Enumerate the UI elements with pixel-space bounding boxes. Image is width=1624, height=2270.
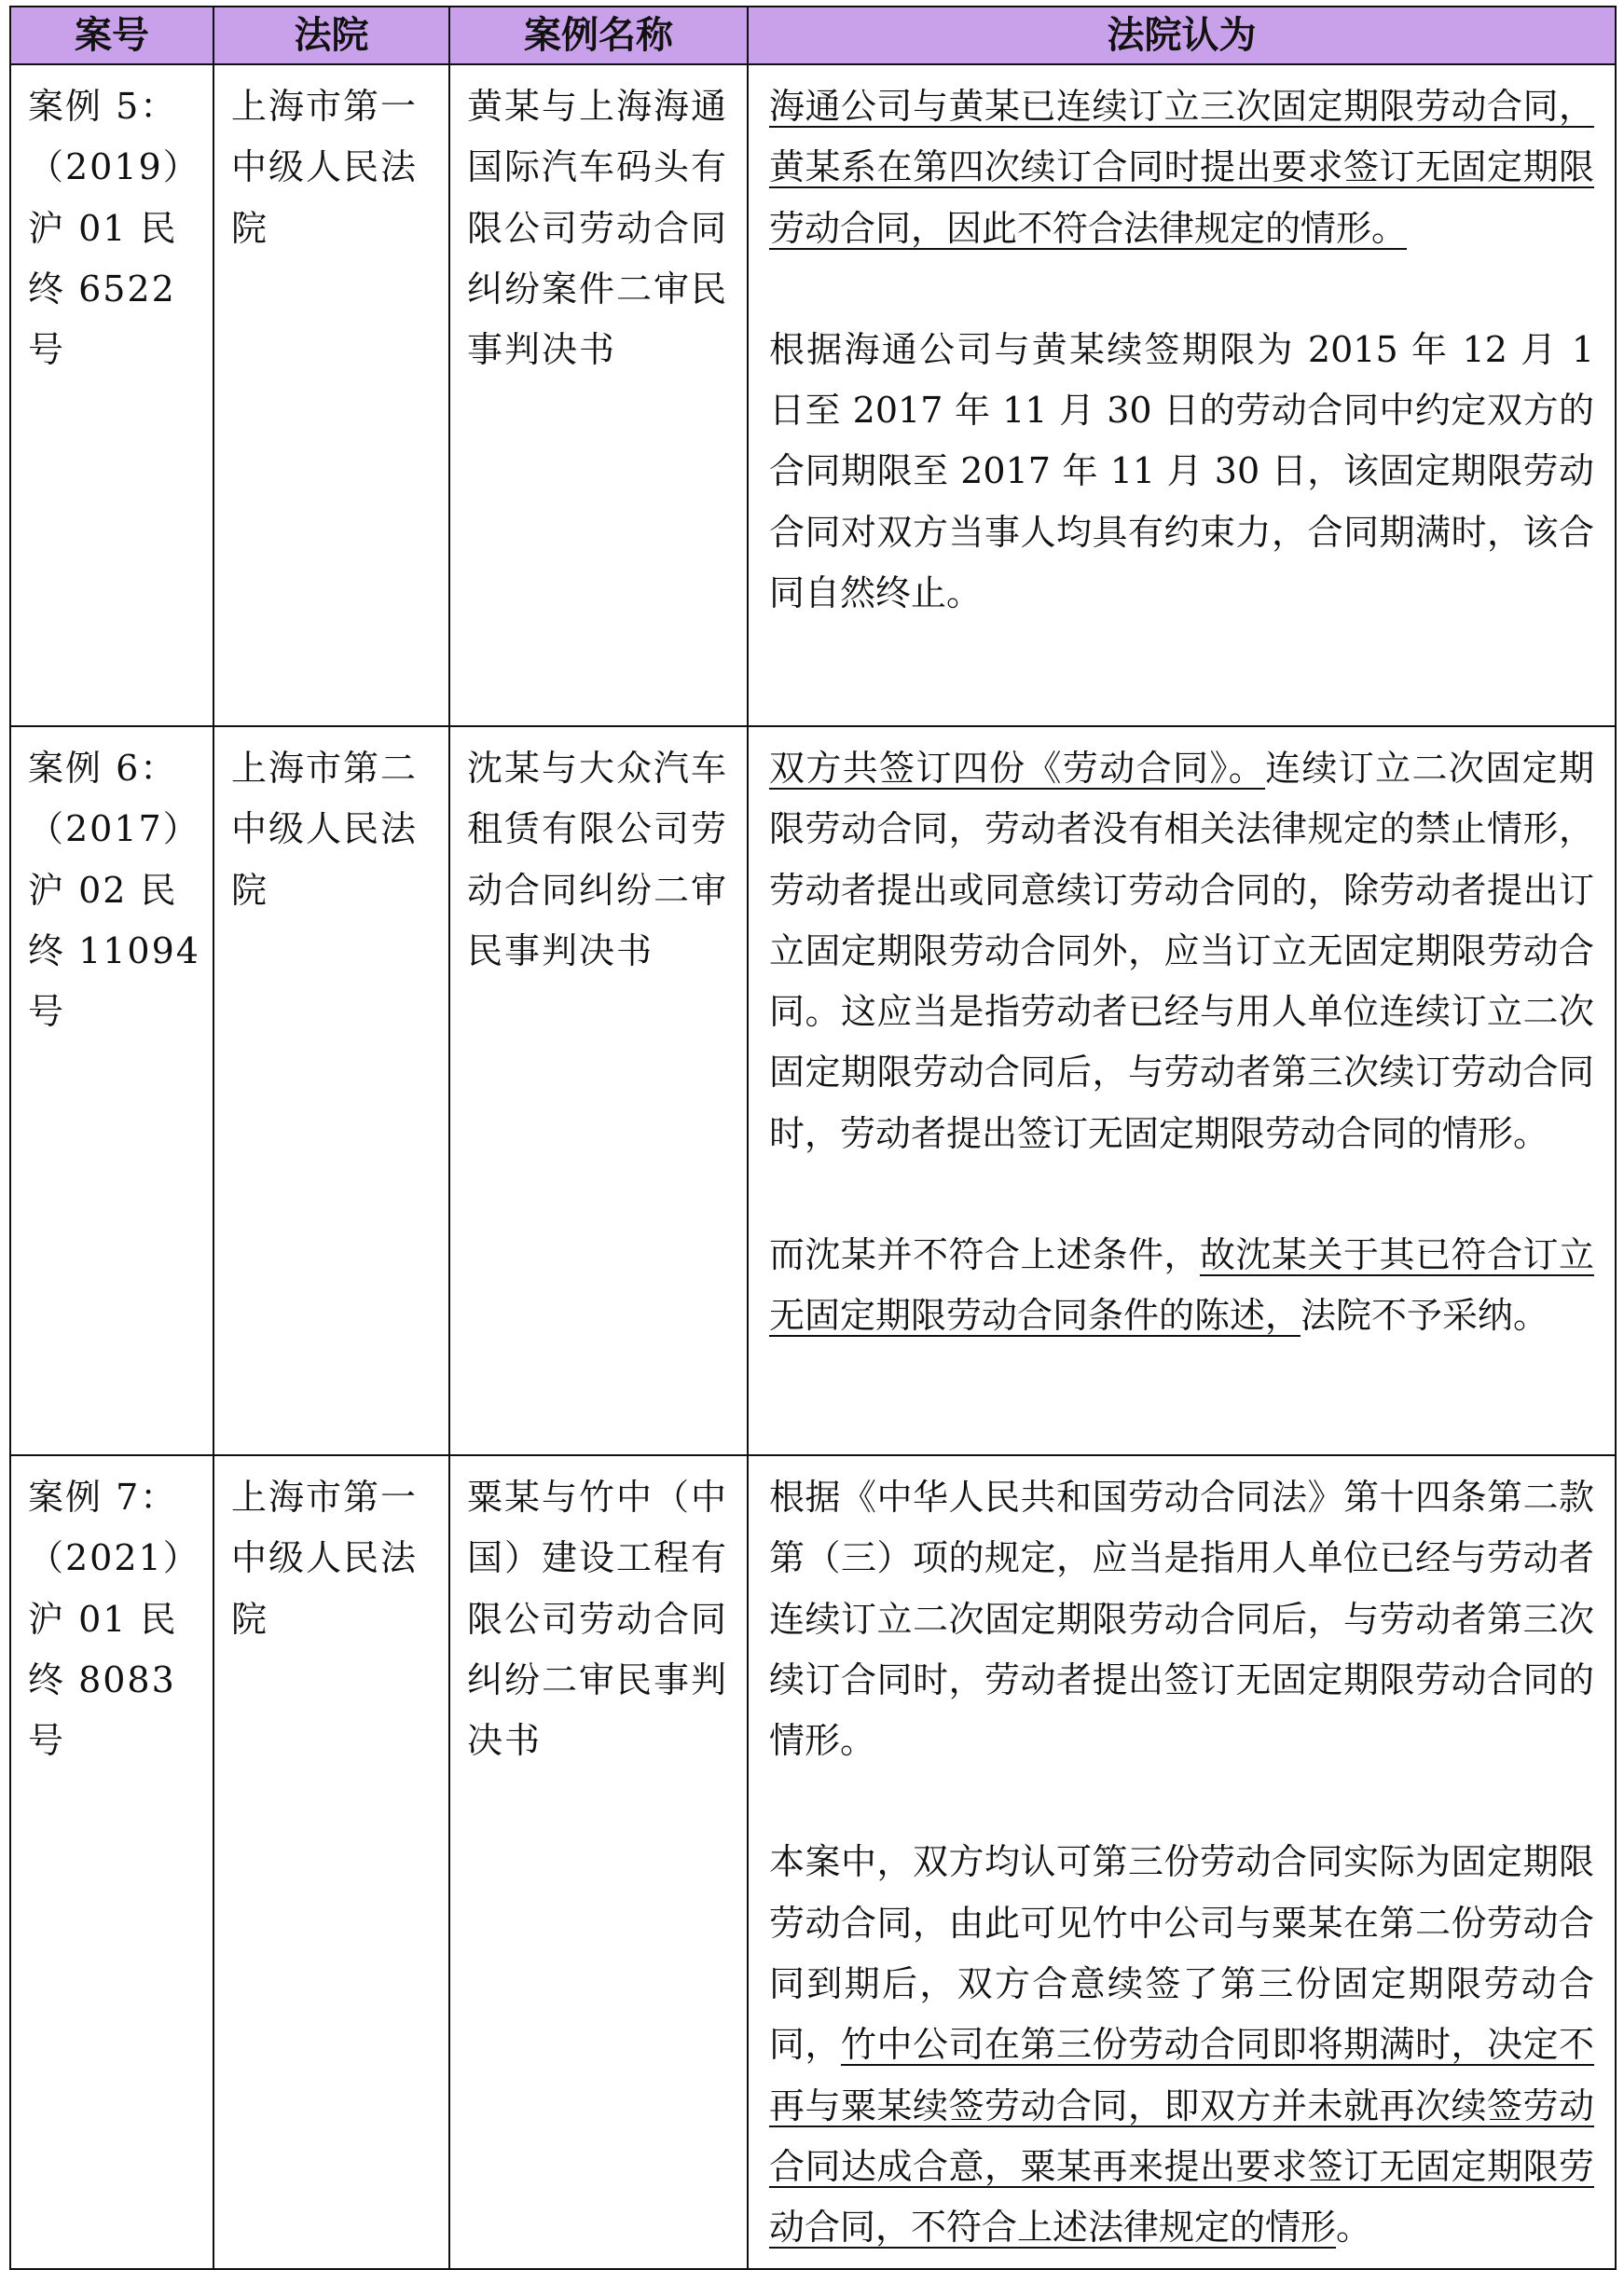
opinion-text: 根据《中华人民共和国劳动合同法》第十四条第二款第（三）项的规定，应当是指用人单位已经与劳动者连续订立二次固定期限劳动合同后，与劳动者第三次续订合同时，劳动者提出签订无固定期限劳动合同的情形。 [769, 1477, 1594, 1762]
table-header-row [10, 7, 1616, 64]
header-case-no: 案号 [10, 7, 213, 64]
opinion-text-underlined: 故沈某关于其已符合订立无固定期限劳动合同条件的陈述， [769, 1234, 1594, 1337]
court-cell [213, 1455, 449, 2269]
case-no: 案例 6：（2017）沪 02 民终 11094 号 [28, 748, 200, 1033]
case-no: 案例 7：（2021）沪 01 民终 8083 号 [28, 1477, 200, 1762]
case-no-cell [10, 726, 213, 1455]
case-no: 案例 5：（2019）沪 01 民终 6522 号 [28, 86, 200, 371]
table-row [10, 726, 1616, 1455]
opinion-text: 根据海通公司与黄某续签期限为 2015 年 12 月 1 日至 2017 年 11 月 30 日的劳动合同中约定双方的合同期限至 2017 年 11 月 30 日，该固定期限劳动合同对双方当事人均具有约束力，合同期满时，该合同自然终止。 [769, 328, 1594, 614]
opinion-text: 。 [1336, 2207, 1372, 2249]
opinion-paragraph [769, 1832, 1594, 2258]
opinion-paragraph [769, 738, 1594, 1164]
court-cell [213, 726, 449, 1455]
case-name: 黄某与上海海通国际汽车码头有限公司劳动合同纠纷案件二审民事判决书 [467, 86, 729, 371]
case-name-cell [449, 726, 748, 1455]
opinion-cell [748, 1455, 1616, 2269]
court-name: 上海市第一中级人民法院 [231, 86, 419, 249]
opinion-paragraph [769, 76, 1594, 259]
opinion-paragraph [769, 1225, 1594, 1347]
court-name: 上海市第二中级人民法院 [231, 748, 419, 911]
case-no-cell [10, 1455, 213, 2269]
opinion-paragraph [769, 1467, 1594, 1771]
court-cell [213, 64, 449, 726]
opinion-cell [748, 726, 1616, 1455]
header-court: 法院 [213, 7, 449, 64]
case-table [9, 6, 1617, 2270]
opinion-cell [748, 64, 1616, 726]
header-opinion: 法院认为 [748, 7, 1616, 64]
opinion-text-underlined: 海通公司与黄某已连续订立三次固定期限劳动合同，黄某系在第四次续订合同时提出要求签订无固定期限劳动合同，因此不符合法律规定的情形。 [769, 86, 1594, 249]
opinion-text: 连续订立二次固定期限劳动合同，劳动者没有相关法律规定的禁止情形，劳动者提出或同意续订劳动合同的，除劳动者提出订立固定期限劳动合同外，应当订立无固定期限劳动合同。这应当是指劳动者已经与用人单位连续订立二次固定期限劳动合同后，与劳动者第三次续订劳动合同时，劳动者提出签订无固定期限劳动合同的情形。 [769, 748, 1594, 1154]
table-row [10, 64, 1616, 726]
opinion-text: 法院不予采纳。 [1301, 1295, 1549, 1337]
opinion-text-underlined: 竹中公司在第三份劳动合同即将期满时，决定不再与粟某续签劳动合同，即双方并未就再次续签劳动合同达成合意，粟某再来提出要求签订无固定期限劳动合同，不符合上述法律规定的情形 [769, 2024, 1594, 2249]
case-name: 粟某与竹中（中国）建设工程有限公司劳动合同纠纷二审民事判决书 [467, 1477, 729, 1762]
opinion-text: 而沈某并不符合上述条件， [769, 1234, 1200, 1276]
opinion-paragraph [769, 320, 1594, 624]
header-case-name: 案例名称 [449, 7, 748, 64]
case-name: 沈某与大众汽车租赁有限公司劳动合同纠纷二审民事判决书 [467, 748, 729, 971]
table-row [10, 1455, 1616, 2269]
court-name: 上海市第一中级人民法院 [231, 1477, 419, 1640]
opinion-text: 本案中，双方均认可第三份劳动合同实际为固定期限劳动合同，由此可见竹中公司与粟某在第二份劳动合同到期后，双方合意续签了第三份固定期限劳动合同， [769, 1841, 1594, 2066]
opinion-text-underlined: 双方共签订四份《劳动合同》。 [769, 748, 1266, 789]
case-name-cell [449, 64, 748, 726]
case-name-cell [449, 1455, 748, 2269]
case-no-cell [10, 64, 213, 726]
